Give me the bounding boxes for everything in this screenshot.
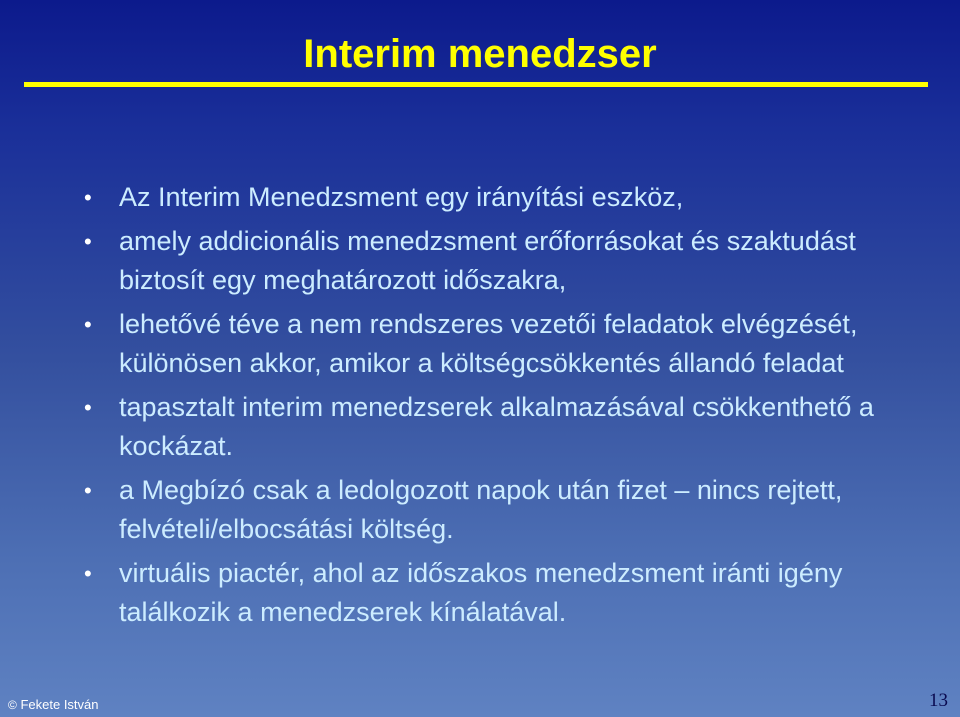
footer-author bbox=[8, 697, 99, 713]
bullet-text: tapasztalt interim menedzserek alkalmazásával csökkenthető a kockázat. bbox=[119, 392, 874, 461]
bullet-item bbox=[84, 471, 904, 549]
bullet-text: Az Interim Menedzsment egy irányítási eszköz, bbox=[119, 182, 684, 212]
bullet-text: a Megbízó csak a ledolgozott napok után fizet – nincs rejtett, felvételi/elbocsátási költség. bbox=[119, 475, 843, 544]
bullet-icon: • bbox=[84, 185, 92, 210]
bullet-text: lehetővé téve a nem rendszeres vezetői feladatok elvégzését, különösen akkor, amikor a költségcsökkentés állandó feladat bbox=[119, 309, 858, 378]
bullet-list bbox=[84, 178, 904, 637]
bullet-item bbox=[84, 305, 904, 383]
bullet-item bbox=[84, 388, 904, 466]
title-underline bbox=[24, 82, 928, 87]
slide-title: Interim menedzser bbox=[303, 32, 657, 76]
bullet-item bbox=[84, 178, 904, 217]
author-name: Fekete István bbox=[20, 697, 99, 712]
bullet-icon: • bbox=[84, 561, 92, 586]
bullet-item bbox=[84, 554, 904, 632]
bullet-icon: • bbox=[84, 395, 92, 420]
bullet-text: virtuális piactér, ahol az időszakos menedzsment iránti igény találkozik a menedzserek kínálatával. bbox=[119, 558, 843, 627]
page-number: 13 bbox=[929, 690, 948, 711]
bullet-icon: • bbox=[84, 312, 92, 337]
copyright-icon: © bbox=[8, 698, 17, 712]
bullet-icon: • bbox=[84, 478, 92, 503]
bullet-item bbox=[84, 222, 904, 300]
bullet-text: amely addicionális menedzsment erőforrásokat és szaktudást biztosít egy meghatározott időszakra, bbox=[119, 226, 856, 295]
bullet-icon: • bbox=[84, 229, 92, 254]
